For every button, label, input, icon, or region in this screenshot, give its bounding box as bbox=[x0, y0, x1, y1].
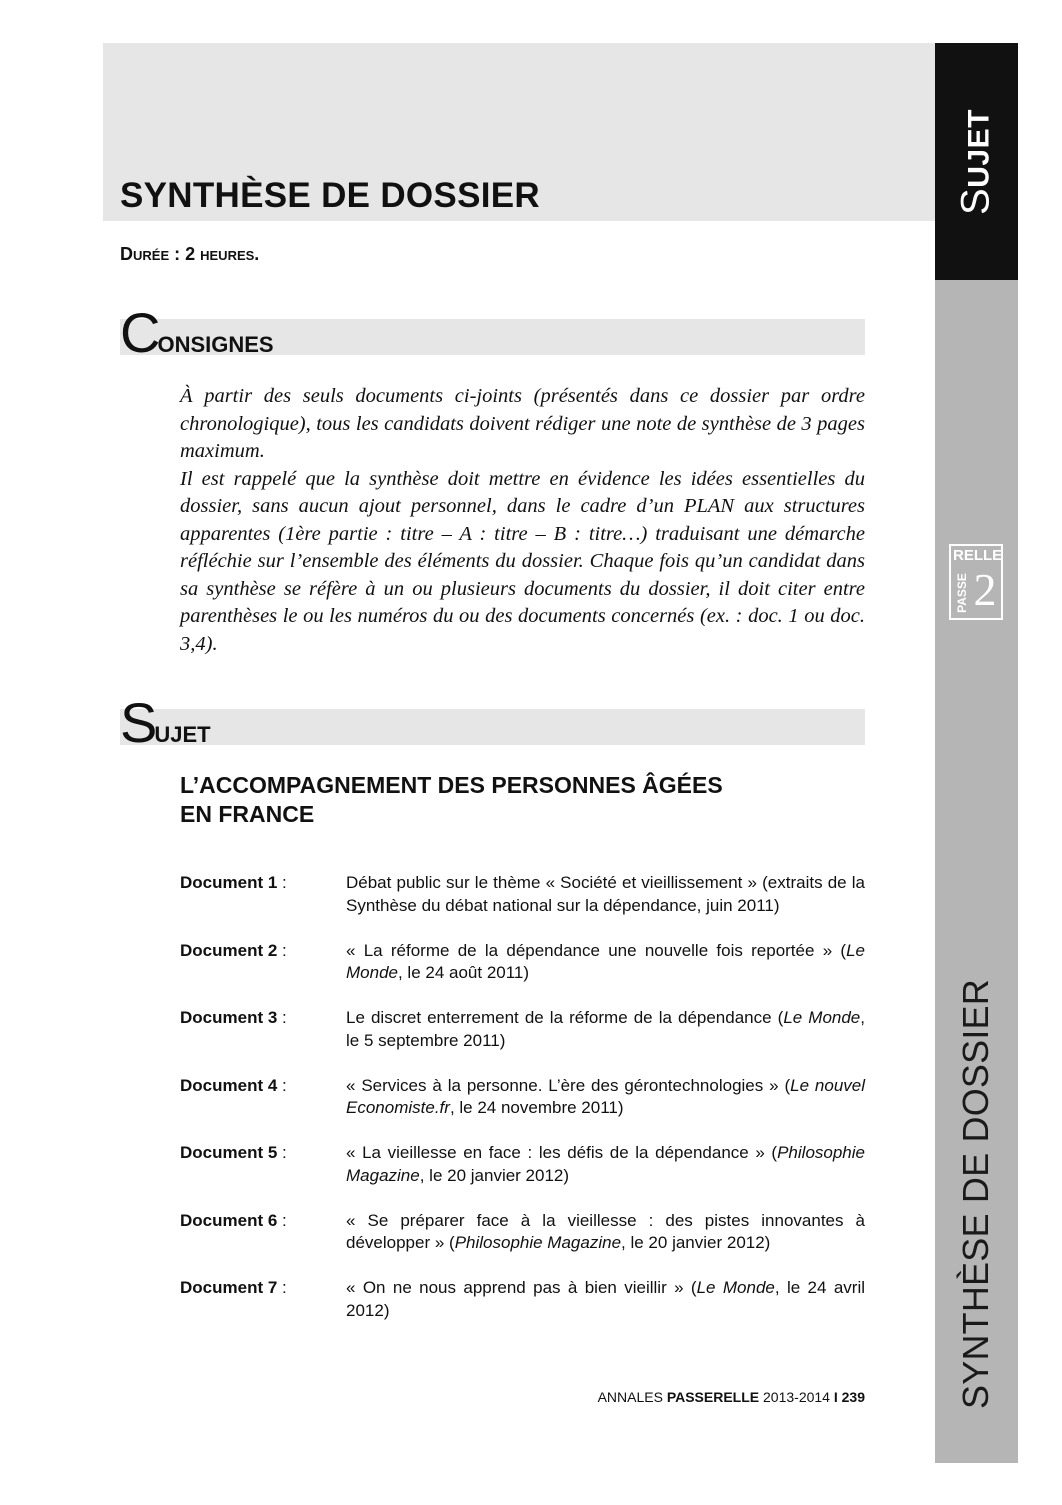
document-label: Document 6 : bbox=[180, 1210, 287, 1230]
duration-text: Durée : 2 heures. bbox=[120, 244, 260, 264]
document-row bbox=[180, 1007, 865, 1052]
logo-side-text: PASSE bbox=[955, 573, 969, 613]
document-label: Document 7 : bbox=[180, 1278, 287, 1297]
document-row bbox=[180, 1075, 865, 1120]
document-description: « On ne nous apprend pas à bien vieillir » (Le Monde, le 24 avril 2012) bbox=[346, 1278, 865, 1320]
document-description: « La réforme de la dépendance une nouvelle fois reportée » (Le Monde, le 24 août 2011) bbox=[346, 940, 865, 982]
sidebar-bottom-label: SYNTHÈSE DE DOSSIER bbox=[955, 979, 996, 1409]
passerelle-logo bbox=[949, 544, 1003, 620]
document-label: Document 3 : bbox=[180, 1008, 287, 1027]
page-title: SYNTHÈSE DE DOSSIER bbox=[120, 176, 540, 215]
document-description: « Se préparer face à la vieillesse : des pistes innovantes à développer » (Philosophie Magazine, le 20 janvier 2012) bbox=[346, 1210, 865, 1252]
page-number: I 239 bbox=[833, 1389, 865, 1405]
logo-number: 2 bbox=[973, 564, 997, 615]
logo-top-text: RELLE bbox=[953, 547, 1003, 564]
consignes-paragraph: À partir des seuls documents ci-joints (présentés dans ce dossier par ordre chronologique), tous les candidats doivent rédiger une note de synthèse de 3 pages maximum. bbox=[180, 385, 865, 462]
document-row bbox=[180, 1210, 865, 1255]
document-row bbox=[180, 940, 865, 985]
document-row bbox=[180, 872, 865, 917]
document-label: Document 5 : bbox=[180, 1143, 287, 1162]
document-description: « Services à la personne. L’ère des gérontechnologies » (Le nouvel Economiste.fr, le 24 novembre 2011) bbox=[346, 1075, 866, 1117]
document-row bbox=[180, 1142, 865, 1187]
sujet-heading-band bbox=[120, 709, 865, 745]
sujet-heading: SUJET bbox=[120, 691, 211, 754]
subject-title: L’ACCOMPAGNEMENT DES PERSONNES ÂGÉES EN FRANCE bbox=[180, 772, 723, 827]
document-label: Document 1 : bbox=[180, 873, 287, 892]
page-footer: ANNALES PASSERELLE 2013-2014 I 239 bbox=[597, 1389, 865, 1405]
document-label: Document 2 : bbox=[180, 940, 287, 960]
document-description: Débat public sur le thème « Société et vieillissement » (extraits de la Synthèse du débat national sur la dépendance, juin 2011) bbox=[346, 873, 865, 915]
document-label: Document 4 : bbox=[180, 1075, 287, 1095]
document-description: Le discret enterrement de la réforme de la dépendance (Le Monde, le 5 septembre 2011) bbox=[346, 1008, 865, 1050]
consignes-heading: CONSIGNES bbox=[120, 301, 274, 364]
consignes-paragraph: Il est rappelé que la synthèse doit mettre en évidence les idées essentielles du dossier, sans aucun ajout personnel, dans le cadre d’un PLAN aux structures apparentes (1ère partie : titre – A : titre – B : titre…) traduisant une démarche réfléchie sur l’ensemble des éléments du dossier. Chaque fois qu’un candidat dans sa synthèse se réfère à un ou plusieurs documents du dossier, il doit citer entre parenthèses le ou les numéros du ou des documents concernés (ex. : doc. 1 ou doc. 3,4). bbox=[180, 467, 865, 655]
documents-list bbox=[180, 872, 865, 1345]
consignes-body bbox=[180, 383, 865, 658]
document-description: « La vieillesse en face : les défis de la dépendance » (Philosophie Magazine, le 20 janvier 2012) bbox=[346, 1143, 865, 1185]
sidebar-top-label: SUJET bbox=[953, 109, 998, 215]
document-row bbox=[180, 1277, 865, 1322]
